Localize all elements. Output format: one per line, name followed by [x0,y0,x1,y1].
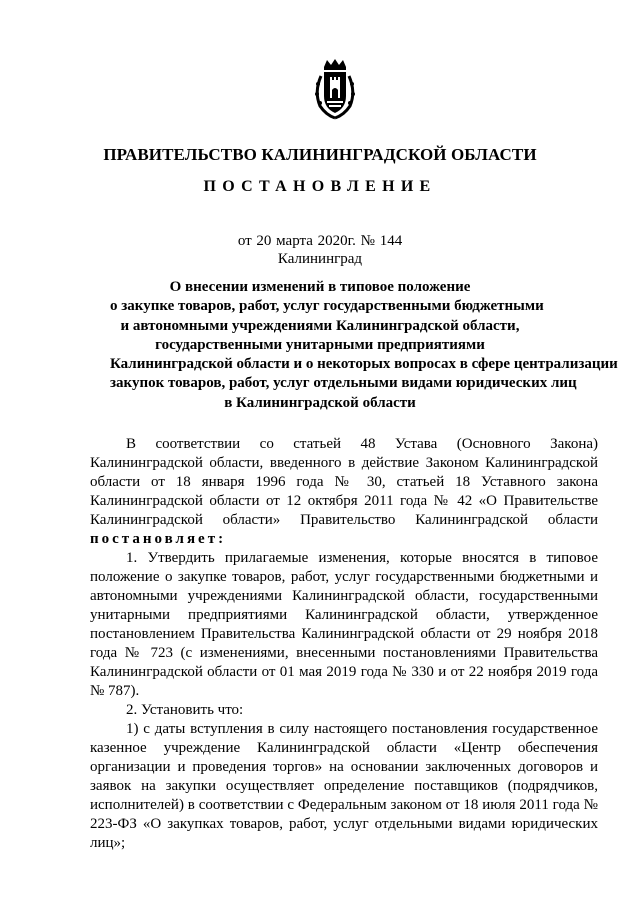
title-line: в Калининградской области [224,394,416,411]
government-name: ПРАВИТЕЛЬСТВО КАЛИНИНГРАДСКОЙ ОБЛАСТИ [103,145,537,164]
item-1-paragraph: 1. Утвердить прилагаемые изменения, которые вносятся в типовое положение о закупке товаров, работ, услуг государственными бюджетными и автономными учреждениями Калининградской области, государственными унитарными предприятиями Калининградской области, утвержденное постановлением Правительства Калининградской области от 29 ноября 2018 года № 723 (с изменениями, внесенными постановлениями Правительства Калининградской области от 01 мая 2019 года № 330 и от 22 ноября 2019 года № 787). [90,550,598,699]
document-title [110,278,618,413]
decree-word: постановляет: [90,531,227,547]
document-type: ПОСТАНОВЛЕНИЕ [203,178,437,195]
title-line: Калининградской области и о некоторых вопросах в сфере централизации [110,356,618,373]
document-city: Калининград [277,251,363,267]
intro-text: В соответствии со статьей 48 Устава (Основного Закона) Калининградской области, введенного в действие Законом Калининградской области от 18 января 1996 года № 30, статьей 18 Уставного закона Калининградской области от 12 октября 2011 года № 42 «О Правительстве Калининградской области» Правительство Калининградской области [90,436,598,528]
title-line: государственными унитарными предприятиями [155,336,485,353]
item-2-1-paragraph: 1) с даты вступления в силу настоящего постановления государственное казенное учреждение Калининградской области «Центр обеспечения организации и проведения торгов» на основании заключенных договоров и заявок на закупки осуществляет определение поставщиков (подрядчиков, исполнителей) в соответствии с Федеральным законом от 18 июля 2011 года № 223-ФЗ «О закупках товаров, работ, услуг отдельными видами юридических лиц»; [90,721,598,851]
title-line: закупок товаров, работ, услуг отдельными видами юридических лиц [110,375,577,392]
document-date-number: от 20 марта 2020г. № 144 [237,233,403,249]
title-line: и автономными учреждениями Калининградской области, [120,317,520,334]
document-body [90,435,598,853]
title-line: о закупке товаров, работ, услуг государственными бюджетными [110,298,544,315]
intro-paragraph [90,435,598,549]
title-line: О внесении изменений в типовое положение [169,279,471,295]
item-2-paragraph: 2. Установить что: [126,702,244,718]
coat-of-arms-icon [312,58,358,120]
